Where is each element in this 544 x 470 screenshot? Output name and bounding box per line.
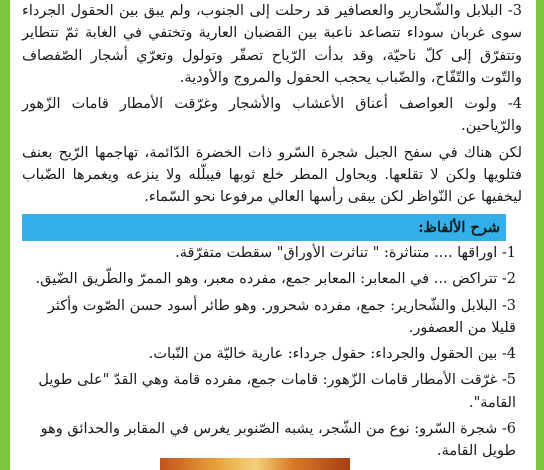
glossary-item: 5- غرّقت الأمطار قامات الزّهور: قامات جمع، مفرده قامة وهي القدّ "على طويل القامة". <box>38 372 516 411</box>
glossary-item: 2- تتراكض ... في المعابر: المعابر جمع، مفرده معبر، وهو الممرّ والطّريق الضّيق. <box>35 271 516 288</box>
glossary-item: 6- شجرة السّرو: نوع من الشّجر، يشبه الصّنوبر يغرس في المقابر والحدائق وهو طويل القامة. <box>40 421 516 460</box>
reading-passage <box>22 0 522 209</box>
glossary-item: 3- البلابل والشّحارير: جمع، مفرده شحرور. وهو طائر أسود حسن الصّوت وأكثر قليلا من العصفور. <box>47 297 516 336</box>
glossary-item: 1- اوراقها .... متناثرة: " تناثرت الأوراق" سقطت متفرّقة. <box>175 245 516 261</box>
autumn-trees-image <box>160 458 350 470</box>
paragraph-3: 3- البلابل والشّحارير والعصافير قد رحلت إلى الجنوب، ولم يبق بين الحقول الجرداء سوى غربان سوداء تتصاعد ناعبة بين القضبان العارية وتختفي في الغابة ثمّ تتطاير وتتفرّق إلى كلّ ناحيّة، وقد بدأت الرّياح تصفّر وتولول وتعرّي أشجار الصّفصاف والتّوت والتّفّاح، والضّباب يحجب الحقول والمروج والأودية. <box>22 3 522 86</box>
document-page <box>10 0 536 470</box>
paragraph-4-line: 4- ولوت العواصف أعناق الأعشاب والأشجار وغرّقت الأمطار قامات الزّهور والرّياحين. <box>22 96 522 135</box>
glossary-item: 4- بين الحقول والجرداء: حقول جرداء: عارية خاليّة من النّبات. <box>148 346 516 363</box>
paragraph-4-body: لكن هناك في سفح الجبل شجرة السّرو ذات الخضرة الدّائمة، تهاجمها الرّيح بعنف فتلويها ولكن لا تقلعها. ويحاول المطر خلع ثوبها فيبلّله ولا ينزعه ويغمرها الضّباب ليخفيها عن النّواظر لكن يبقى رأسها العالي مرفوعا نحو السّماء. <box>22 144 522 206</box>
glossary-list <box>22 242 516 467</box>
glossary-heading: شرح الألفاظ: <box>22 214 506 241</box>
